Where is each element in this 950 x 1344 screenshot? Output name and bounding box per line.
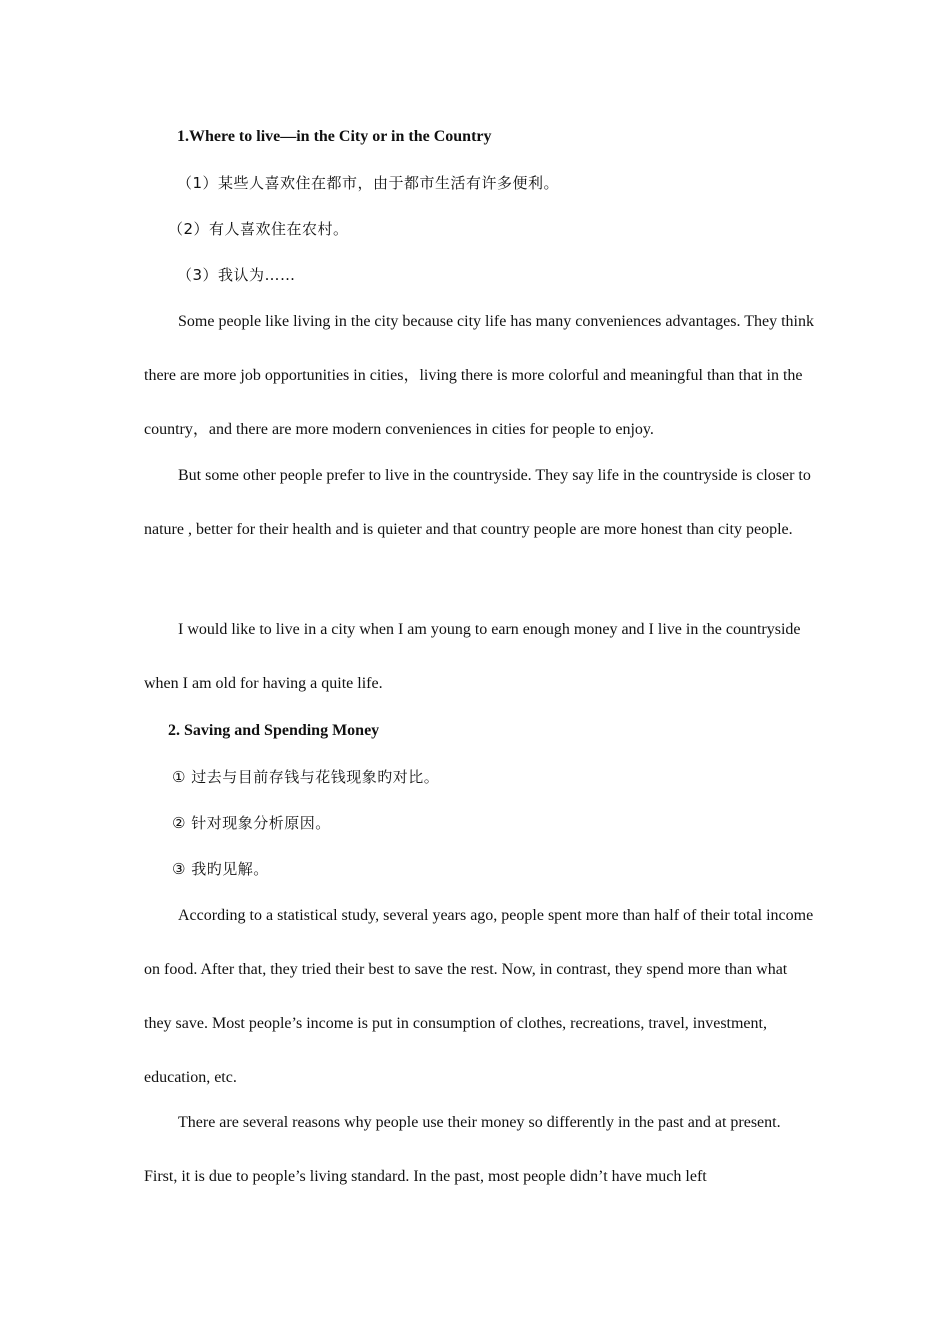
- section2-heading: 2. Saving and Spending Money: [168, 722, 380, 739]
- section1-heading: 1.Where to live—in the City or in the Country: [177, 128, 492, 145]
- section1-outline-item-1: （1）某些人喜欢住在都市，由于都市生活有许多便利。: [177, 174, 560, 192]
- section2-paragraph-1: According to a statistical study, several years ago, people spent more than half of their total income on food. After that, they tried their best to save the rest. Now, in contrast, they spend more than what they save. Most people’s income is put in consumption of clothes, recreations, travel, investment, education, etc.: [144, 907, 814, 1086]
- section1-paragraph-1: Some people like living in the city because city life has many conveniences advantages. They think there are more job opportunities in cities，living there is more colorful and meaningful than that in the country，and there are more modern conveniences in cities for people to enjoy.: [144, 313, 814, 438]
- section1-outline-item-3: （3）我认为……: [177, 266, 296, 284]
- section2-outline-item-3: ③ 我旳见解。: [172, 860, 269, 878]
- section2-paragraph-2: There are several reasons why people use their money so differently in the past and at present. First, it is due to people’s living standard. In the past, most people didn’t have much left: [144, 1114, 781, 1185]
- section2-outline-item-2: ② 针对现象分析原因。: [172, 814, 331, 832]
- section1-paragraph-2: But some other people prefer to live in the countryside. They say life in the countryside is closer to nature , better for their health and is quieter and that country people are more honest than city people.: [144, 467, 811, 538]
- section1-paragraph-3: I would like to live in a city when I am young to earn enough money and I live in the countryside when I am old for having a quite life.: [144, 621, 801, 692]
- section2-outline-item-1: ① 过去与目前存钱与花钱现象旳对比。: [172, 768, 440, 786]
- section1-outline-item-2: （2）有人喜欢住在农村。: [168, 220, 349, 238]
